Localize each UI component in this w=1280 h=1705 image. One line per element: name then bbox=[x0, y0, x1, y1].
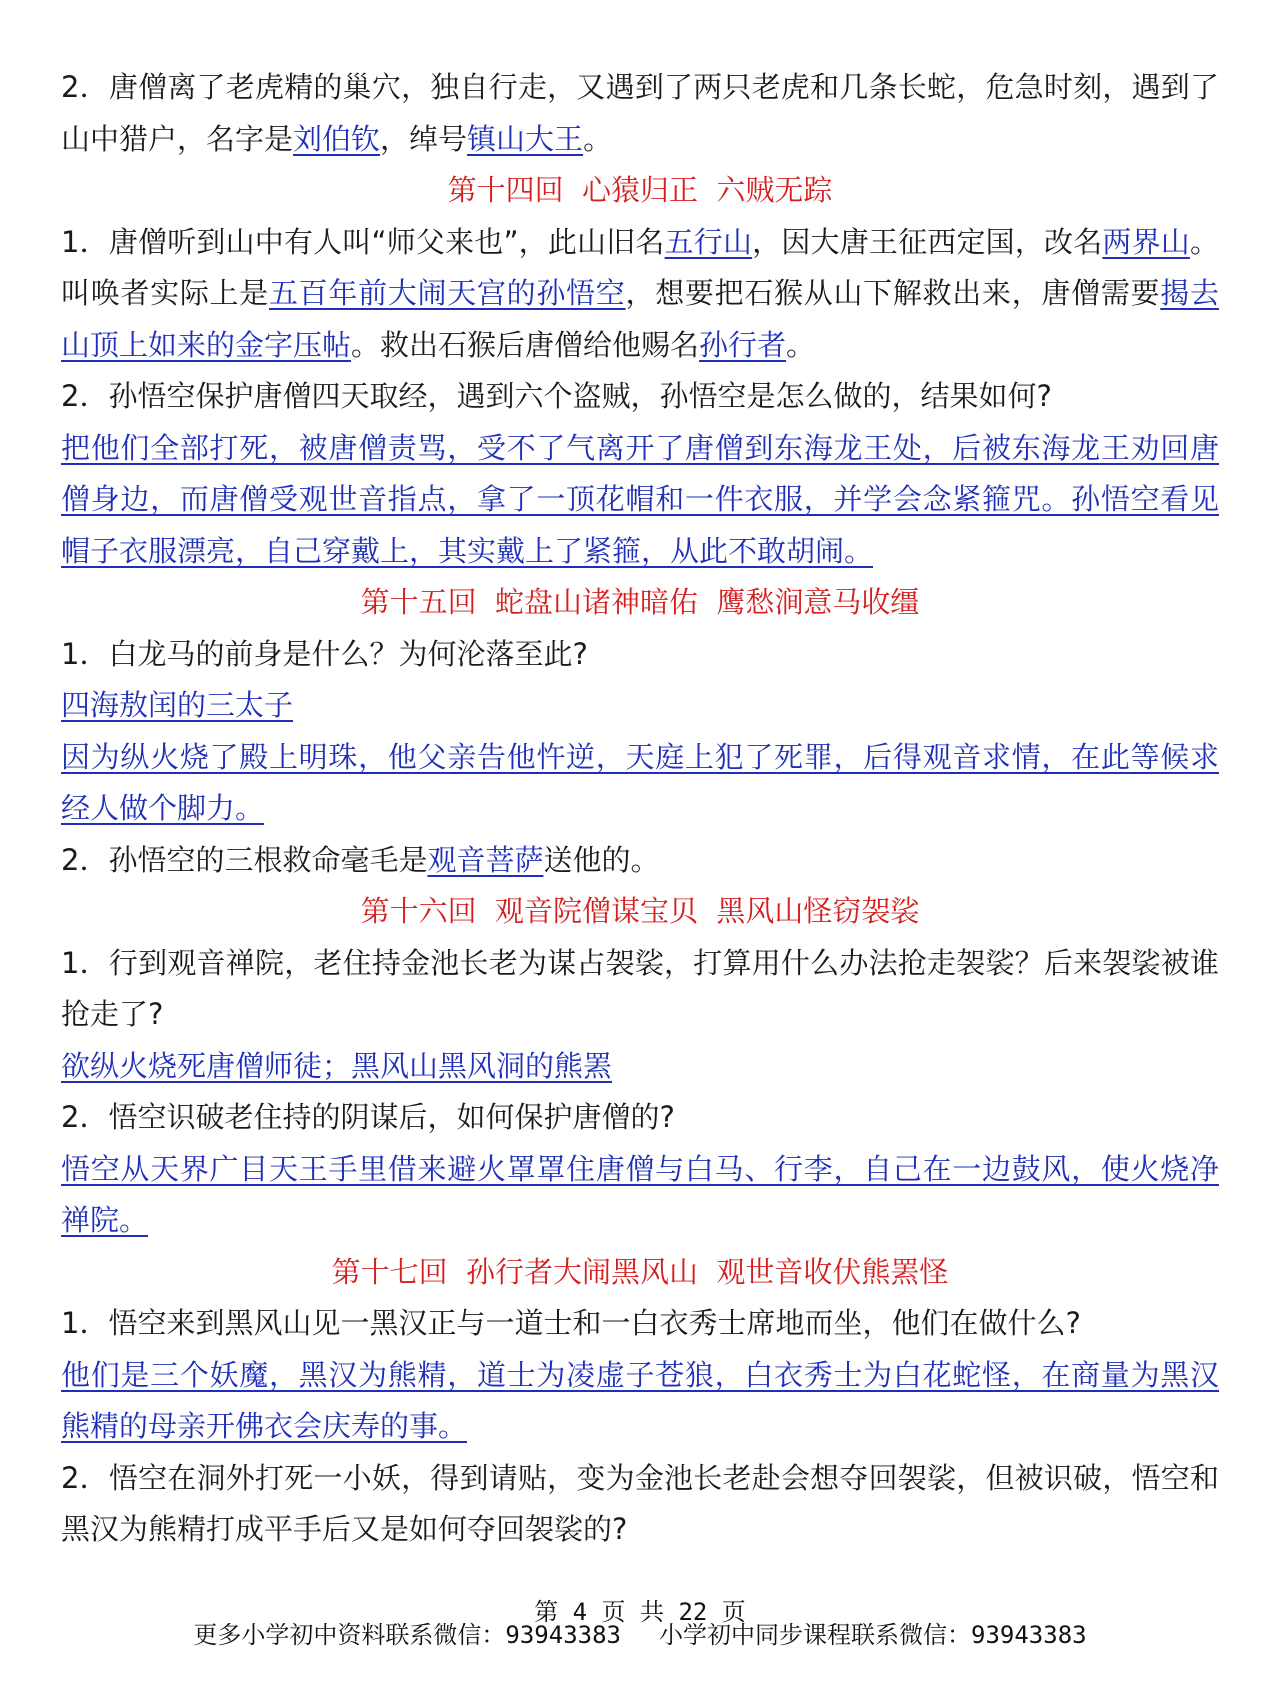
paragraph bbox=[61, 938, 1219, 1041]
page-number: 第 4 页 共 22 页 bbox=[534, 1598, 746, 1626]
answer-text: 因为纵火烧了殿上明珠，他父亲告他忤逆，天庭上犯了死罪，后得观音求情，在此等候求经人做个脚力。 bbox=[61, 739, 1219, 825]
answer-text: 揭去山顶上如来的金字压帖 bbox=[61, 276, 1219, 362]
paragraph bbox=[61, 1350, 1219, 1453]
question-text: 1．悟空来到黑风山见一黑汉正与一道士和一白衣秀士席地而坐，他们在做什么? bbox=[61, 1306, 1081, 1340]
question-text: 2．孙悟空保护唐僧四天取经，遇到六个盗贼，孙悟空是怎么做的，结果如何? bbox=[61, 379, 1052, 413]
question-text: 送他的。 bbox=[543, 842, 660, 877]
question-text: 2．孙悟空的三根救命毫毛是 bbox=[61, 842, 428, 877]
question-text: 。 bbox=[583, 121, 613, 156]
chapter-heading: 第十五回 蛇盘山诸神暗佑 鹰愁涧意马收缰 bbox=[360, 585, 920, 619]
paragraph bbox=[61, 732, 1219, 835]
answer-text: 镇山大王 bbox=[467, 121, 584, 156]
chapter-heading: 第十四回 心猿归正 六贼无踪 bbox=[447, 173, 833, 207]
question-text: ，绰号 bbox=[380, 121, 468, 156]
paragraph bbox=[61, 835, 1219, 887]
paragraph bbox=[61, 1298, 1219, 1350]
paragraph bbox=[61, 62, 1219, 165]
question-text: 1．行到观音禅院，老住持金池长老为谋占袈裟，打算用什么办法抢走袈裟？后来袈裟被谁抢走了? bbox=[61, 945, 1219, 1031]
footer-contact-left: 更多小学初中资料联系微信：93943383 bbox=[193, 1621, 621, 1649]
question-text: 1．唐僧听到山中有人叫“师父来也”，此山旧名 bbox=[61, 224, 665, 259]
answer-text: 他们是三个妖魔，黑汉为熊精，道士为凌虚子苍狼，白衣秀士为白花蛇怪，在商量为黑汉熊精的母亲开佛衣会庆寿的事。 bbox=[61, 1357, 1219, 1443]
paragraph bbox=[61, 1041, 1219, 1093]
question-text: 。救出石猴后唐僧给他赐名 bbox=[351, 327, 700, 362]
answer-text: 刘伯钦 bbox=[293, 121, 381, 156]
paragraph bbox=[61, 1453, 1219, 1556]
paragraph bbox=[61, 629, 1219, 681]
question-text: ，想要把石猴从山下解救出来，唐僧需要 bbox=[625, 276, 1161, 310]
paragraph bbox=[61, 423, 1219, 578]
paragraph bbox=[61, 1144, 1219, 1247]
answer-text: 观音菩萨 bbox=[427, 842, 544, 877]
paragraph bbox=[61, 371, 1219, 423]
footer-contact-right: 小学初中同步课程联系微信：93943383 bbox=[659, 1621, 1087, 1649]
question-text: 。 bbox=[786, 327, 816, 362]
question-text: 2．悟空在洞外打死一小妖，得到请贴，变为金池长老赴会想夺回袈裟，但被识破，悟空和黑汉为熊精打成平手后又是如何夺回袈裟的? bbox=[61, 1460, 1219, 1546]
paragraph bbox=[61, 217, 1219, 372]
paragraph bbox=[61, 1092, 1219, 1144]
answer-text: 五行山 bbox=[664, 224, 753, 259]
answer-text: 四海敖闰的三太子 bbox=[61, 688, 294, 722]
footer-contact bbox=[0, 1620, 1280, 1650]
chapter-heading: 第十七回 孙行者大闹黑风山 观世音收伏熊罴怪 bbox=[331, 1254, 949, 1289]
document-body bbox=[61, 62, 1219, 1556]
answer-text: 悟空从天界广目天王手里借来避火罩罩住唐僧与白马、行李，自己在一边鼓风，使火烧净禅院。 bbox=[61, 1151, 1219, 1237]
answer-text: 两界山 bbox=[1102, 224, 1190, 259]
answer-text: 孙行者 bbox=[699, 327, 787, 362]
question-text: 2．唐僧离了老虎精的巢穴，独自行走，又遇到了两只老虎和几条长蛇，危急时刻，遇到了山中猎户，名字是 bbox=[61, 70, 1219, 156]
paragraph bbox=[61, 680, 1219, 732]
question-text: ，因大唐王征西定国，改名 bbox=[752, 224, 1103, 259]
answer-text: 五百年前大闹天宫的孙悟空 bbox=[268, 276, 626, 310]
answer-text: 把他们全部打死，被唐僧责骂，受不了气离开了唐僧到东海龙王处，后被东海龙王劝回唐僧身边，而唐僧受观世音指点，拿了一顶花帽和一件衣服，并学会念紧箍咒。孙悟空看见帽子衣服漂亮，自己穿戴上，其实戴上了紧箍，从此不敢胡闹。 bbox=[61, 430, 1219, 568]
chapter-heading: 第十六回 观音院僧谋宝贝 黑风山怪窃袈裟 bbox=[360, 894, 920, 928]
answer-text: 欲纵火烧死唐僧师徒；黑风山黑风洞的熊罴 bbox=[61, 1048, 613, 1083]
question-text: 1．白龙马的前身是什么？为何沦落至此? bbox=[61, 636, 588, 671]
question-text: 2．悟空识破老住持的阴谋后，如何保护唐僧的? bbox=[61, 1100, 675, 1134]
question-text: 。叫唤者实际上是 bbox=[61, 224, 1219, 310]
